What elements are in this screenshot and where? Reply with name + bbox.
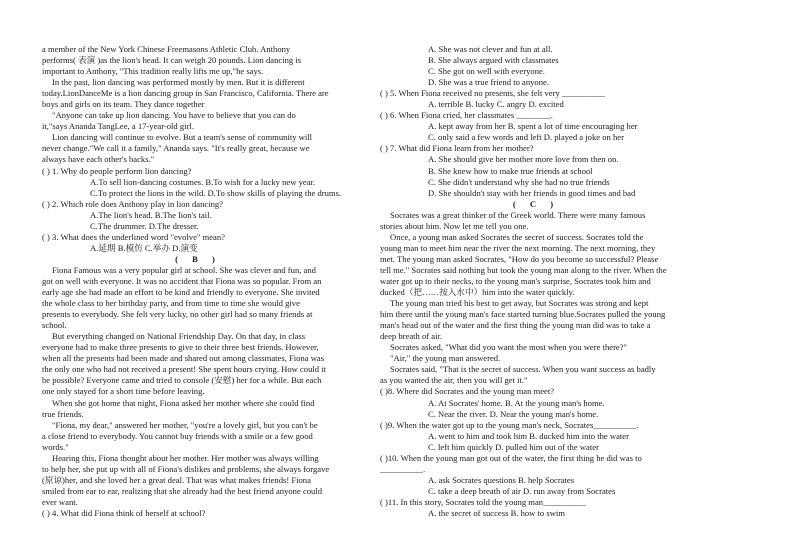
text-line: In the past, lion dancing was performed mostly by men. But it is different — [52, 77, 305, 88]
text-line: Once, a young man asked Socrates the secret of success. Socrates told the — [390, 231, 644, 242]
text-line: Socrates asked, "What did you want the most when you were there?" — [390, 342, 628, 353]
option-line: A. the secret of success B. how to swim — [428, 507, 565, 518]
text-line: a member of the New York Chinese Freemasons Athletic Club. Anthony — [42, 44, 291, 54]
option-line: A. went to him and took him B. ducked him into the water — [428, 430, 629, 441]
option-line: C. She didn't understand why she had no true friends — [428, 176, 610, 187]
option-line: C. only said a few words and left D. played a joke on her — [428, 132, 624, 143]
option-line: C. Near the river. D. Near the young man's home. — [428, 408, 599, 419]
text-line: ever want. — [42, 496, 78, 507]
text-line: presents to everybody. She felt very lucky, no other girl had so many friends at — [42, 309, 313, 320]
text-line: to help her, she put up with all of Fiona's dislikes and problems, she always forgave — [42, 463, 330, 474]
text-line: true friends. — [42, 408, 84, 419]
text-line: words." — [42, 441, 69, 452]
text-line: early age she had made an effort to be kind and friendly to everyone. She invited — [42, 287, 320, 298]
text-line: the whole class to her birthday party, and from time to time she would give — [42, 298, 300, 309]
text-line: deep breath of air. — [380, 331, 443, 342]
text-line: "Anyone can take up lion dancing. You have to believe that you can do — [52, 110, 296, 121]
text-line: as you wanted the air, then you will get it." — [380, 375, 528, 386]
text-line: tell me." Socrates said nothing but took the young man along to the river. When the — [380, 264, 667, 275]
option-line: D. She was a true friend to anyone. — [428, 77, 549, 88]
right-column — [380, 44, 692, 519]
text-line: one only stayed for a short time before leaving. — [42, 386, 205, 397]
question-line: ( ) 5. When Fiona received no presents, she felt very __________ — [380, 88, 605, 99]
text-line: always have each other's backs." — [42, 154, 155, 165]
text-line: "Fiona, my dear," answered her mother, "you're a lovely girl, but you can't be — [52, 419, 318, 430]
option-line: C.To protect the lions in the wild. D.To show skills of playing the drums. — [90, 187, 342, 198]
option-line: A. At Socrates' home. B. At the young man's home. — [428, 397, 605, 408]
option-line: A. ask Socrates questions B. help Socrates — [428, 474, 575, 485]
question-line: ( ) 6. When Fiona cried, her classmates ________. — [380, 110, 553, 121]
text-line: boys and girls on its team. They dance together — [42, 99, 205, 110]
option-line: C.The drummer. D.The dresser. — [90, 220, 199, 231]
question-line: ( )11. In this story, Socrates told the young man__________ — [380, 496, 587, 507]
option-line: A. terrible B. lucky C. angry D. excited — [428, 99, 564, 110]
option-line: D. She shouldn't stay with her friends in good times and bad — [428, 187, 636, 198]
option-line: B. She always argued with classmates — [428, 55, 559, 66]
text-line: But everything changed on National Friendship Day. On that day, in class — [52, 331, 306, 342]
text-line: everyone had to make three presents to give to their three best friends. However, — [42, 342, 319, 353]
text-line: today.LionDanceMe is a lion dancing group in San Francisco, California. There are — [42, 88, 329, 99]
question-line: ( ) 3. What does the underlined word "evolve" mean? — [42, 231, 225, 242]
text-line: When she got home that night, Fiona asked her mother where she could find — [52, 397, 315, 408]
text-line: water got up to their necks, to the young man's surprise, Socrates took him and — [380, 275, 651, 286]
question-line: ( ) 7. What did Fiona learn from her mother? — [380, 143, 534, 154]
text-line: smiled from ear to ear, realizing that she already had the best friend anyone could — [42, 485, 323, 496]
option-line: A. She was not clever and fun at all. — [428, 44, 553, 54]
section-title: ( B ) — [175, 253, 221, 264]
question-line: ( ) 4. What did Fiona think of herself at school? — [42, 507, 206, 518]
text-line: "Air," the young man answered. — [390, 353, 501, 364]
text-line: man's head out of the water and the first thing the young man did was to take a — [380, 320, 651, 331]
text-line: it,"says Ananda TangLee, a 17-year-old girl. — [42, 121, 194, 132]
question-line: ( )10. When the young man got out of the water, the first thing he did was to — [380, 452, 642, 463]
text-line: never change."We call it a family," Ananda says. "It's really great, because we — [42, 143, 310, 154]
text-line: the only one who had not received a present! She spent hours crying. How could it — [42, 364, 327, 375]
text-line: Lion dancing will continue to evolve. But a team's sense of community will — [52, 132, 313, 143]
left-column — [42, 44, 354, 519]
text-line: The young man tried his best to get away, but Socrates was strong and kept — [390, 298, 649, 309]
text-line: when all the presents had been made and shared out among classmates, Fiona was — [42, 353, 325, 364]
option-line: A.To sell lion-dancing costumes. B.To wish for a lucky new year. — [90, 176, 316, 187]
section-title: ( C ) — [512, 198, 560, 209]
text-line: got on well with everyone. It was no accident that Fiona was so popular. From an — [42, 275, 322, 286]
option-line: A. She should give her mother more love from then on. — [428, 154, 619, 165]
text-line: Socrates said, "That is the secret of success. When you want success as badly — [390, 364, 656, 375]
text-line: Socrates was a great thinker of the Greek world. There were many famous — [390, 209, 646, 220]
option-line: A.The lion's head. B.The lion's tail. — [90, 209, 212, 220]
text-line: performs( 表演 )as the lion's head. It can weigh 20 pounds. Lion dancing is — [42, 55, 302, 66]
text-line: (原谅)her, and she loved her a great deal. That was what makes friends! Fiona — [42, 474, 311, 485]
option-line: B. She knew how to make true friends at school — [428, 165, 593, 176]
text-line: young man to meet him near the river the next morning. The next morning, they — [380, 242, 656, 253]
text-line: him there until the young man's face started turning blue.Socrates pulled the young — [380, 309, 666, 320]
text-line: __________. — [380, 463, 426, 474]
option-line: C. take a deep breath of air D. run away from Socrates — [428, 485, 616, 496]
option-line: A. kept away from her B. spent a lot of time encouraging her — [428, 121, 638, 132]
text-line: school. — [42, 320, 67, 331]
option-line: C. She got on well with everyone. — [428, 66, 545, 77]
text-line: met. The young man asked Socrates, "How do you become so successful? Please — [380, 253, 659, 264]
text-line: Hearing this, Fiona thought about her mother. Her mother was always willing — [52, 452, 319, 463]
text-line: a close friend to everybody. You cannot buy friends with a smile or a few good — [42, 430, 313, 441]
text-line: important to Anthony, "This tradition really lifts me up,"he says. — [42, 66, 264, 77]
option-line: C. left him quickly D. pulled him out of the water — [428, 441, 599, 452]
text-line: ducked（把……按入水中）him into the water quickly. — [380, 287, 575, 298]
question-line: ( ) 1. Why do people perform lion dancing? — [42, 165, 192, 176]
text-line: Fiona Famous was a very popular girl at school. She was clever and fun, and — [52, 264, 316, 275]
question-line: ( )9. When the water got up to the young man's neck, Socrates__________. — [380, 419, 639, 430]
question-line: ( ) 2. Which role does Anthony play in lion dancing? — [42, 198, 223, 209]
question-line: ( )8. Where did Socrates and the young man meet? — [380, 386, 555, 397]
option-line: A.延期 B.模仿 C.举办 D.演变 — [90, 242, 198, 253]
text-line: be possible? Everyone came and tried to console (安慰) her for a while. But each — [42, 375, 322, 386]
text-line: stories about him. Now let me tell you one. — [380, 220, 529, 231]
